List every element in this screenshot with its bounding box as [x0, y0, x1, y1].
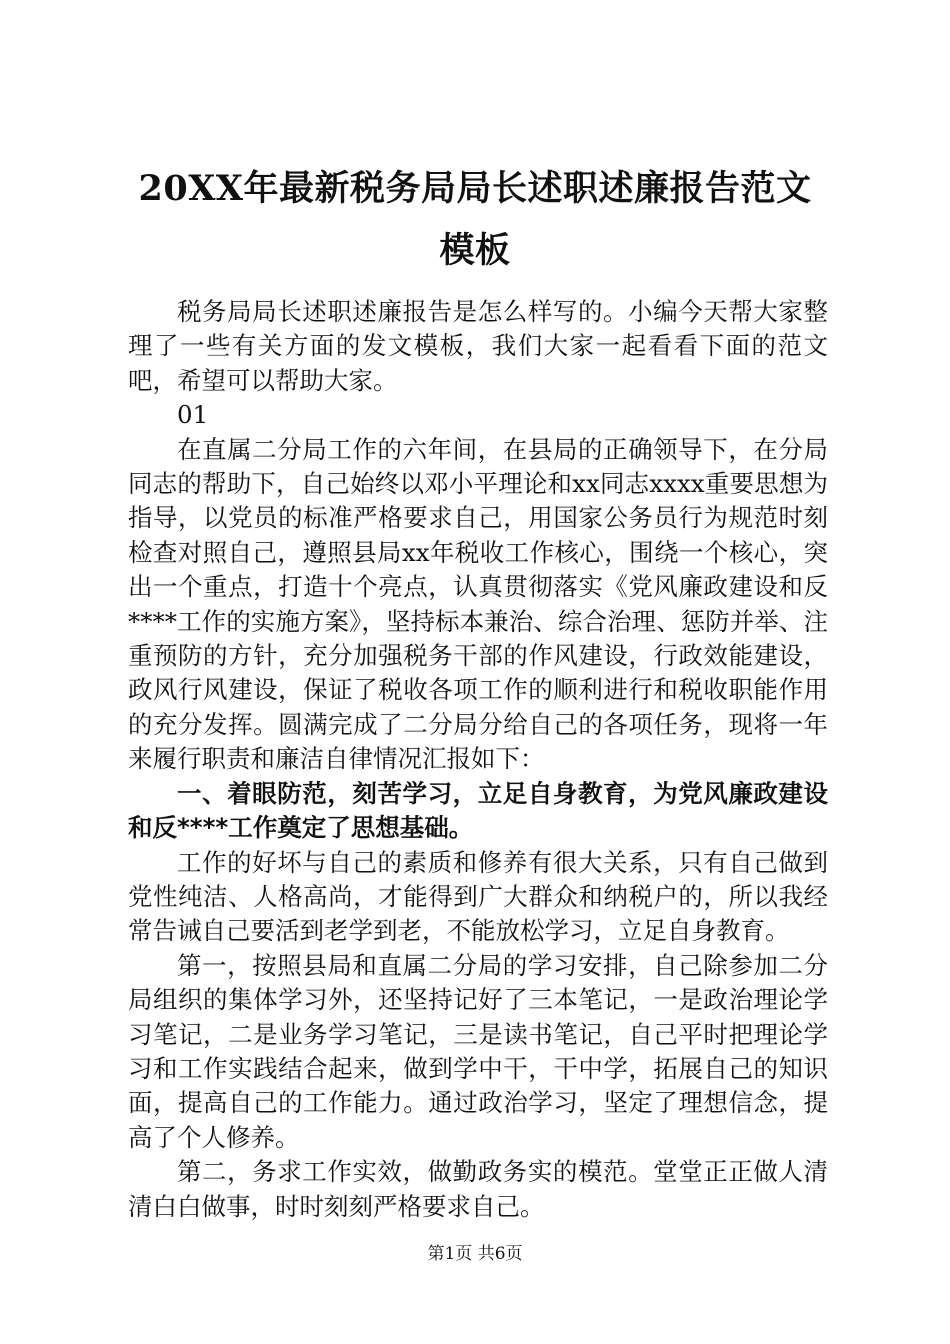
body-paragraph: 第二，务求工作实效，做勤政务实的模范。堂堂正正做人清清白白做事，时时刻刻严格要求自己。 [128, 1157, 828, 1221]
page-footer: 第1页 共6页 [427, 1244, 523, 1264]
section-number: 01 [177, 400, 209, 430]
section-heading: 一、着眼防范，刻苦学习，立足自身教育，为党风廉政建设和反****工作奠定了思想基础。 [128, 778, 828, 843]
body-paragraph: 工作的好坏与自己的素质和修养有很大关系，只有自己做到党性纯洁、人格高尚，才能得到广大群众和纳税户的，所以我经常告诫自己要活到老学到老，不能放松学习，立足自身教育。 [128, 847, 828, 946]
body-paragraph: 在直属二分局工作的六年间，在县局的正确领导下，在分局同志的帮助下，自己始终以邓小平理论和xx同志xxxx重要思想为指导，以党员的标准严格要求自己，用国家公务员行为规范时刻检查对照自己，遵照县局xx年税收工作核心，围绕一个核心，突出一个重点，打造十个亮点，认真贯彻落实《党风廉政建设和反****工作的实施方案》，坚持标本兼治、综合治理、惩防并举、注重预防的方针，充分加强税务干部的作风建设，行政效能建设，政风行风建设，保证了税收各项工作的顺利进行和税收职能作用的充分发挥。圆满完成了二分局分给自己的各项任务，现将一年来履行职责和廉洁自律情况汇报如下： [128, 434, 828, 774]
intro-paragraph: 税务局局长述职述廉报告是怎么样写的。小编今天帮大家整理了一些有关方面的发文模板，我们大家一起看看下面的范文吧，希望可以帮助大家。 [128, 297, 828, 395]
body-paragraph: 第一，按照县局和直属二分局的学习安排，自己除参加二分局组织的集体学习外，还坚持记好了三本笔记，一是政治理论学习笔记，二是业务学习笔记，三是读书笔记，自己平时把理论学习和工作实践结合起来，做到学中干，干中学，拓展自己的知识面，提高自己的工作能力。通过政治学习，坚定了理想信念，提高了个人修养。 [128, 950, 828, 1152]
document-title: 20XX年最新税务局局长述职述廉报告范文模板 [138, 168, 812, 271]
document-body [128, 295, 828, 1224]
